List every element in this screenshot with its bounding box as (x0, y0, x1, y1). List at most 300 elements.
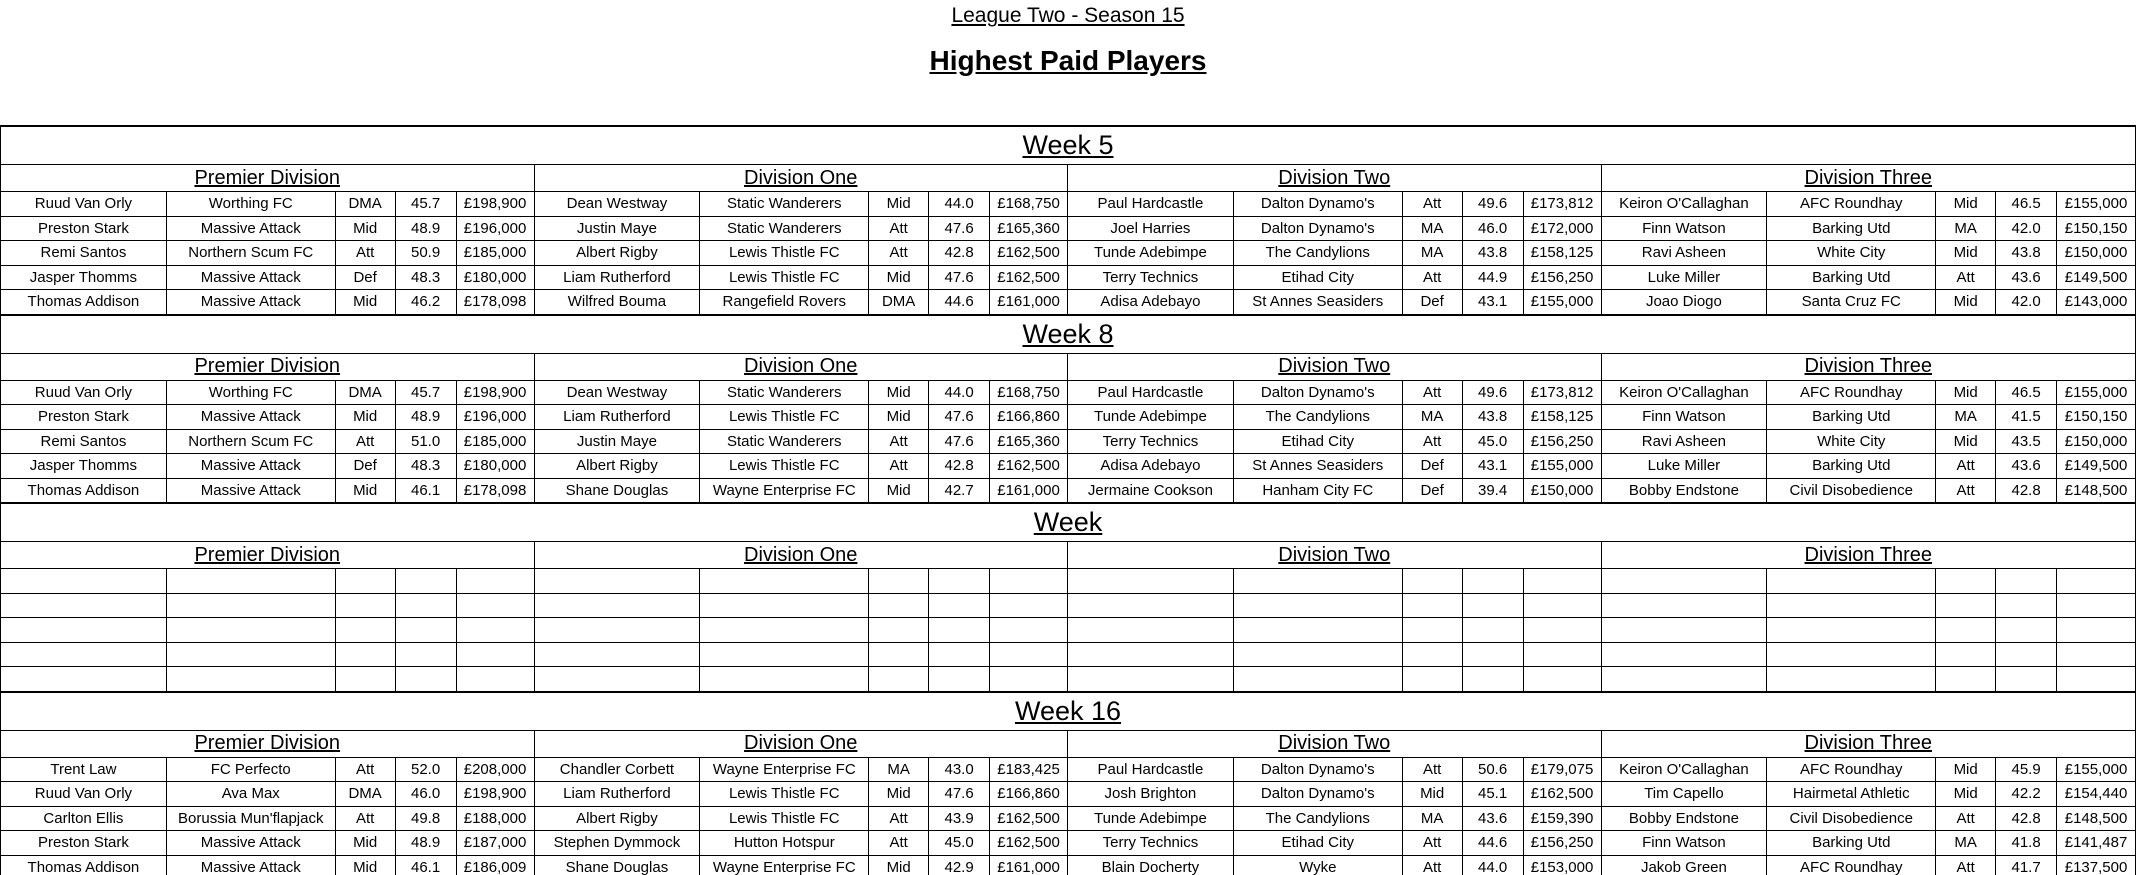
wage-cell (2057, 642, 2135, 667)
rating-cell: 47.6 (929, 429, 990, 454)
player-cell: Terry Technics (1068, 830, 1234, 855)
rating-cell: 39.4 (1463, 478, 1524, 503)
player-cell: Stephen Dymmock (535, 830, 701, 855)
club-cell: Civil Disobedience (1767, 478, 1936, 503)
position-cell (336, 642, 396, 667)
rating-cell: 42.0 (1996, 289, 2057, 314)
wage-cell: £198,900 (457, 380, 535, 405)
wage-cell: £165,360 (990, 216, 1068, 241)
wage-cell (990, 617, 1068, 642)
rating-cell: 49.6 (1463, 191, 1524, 216)
rating-cell: 43.8 (1463, 240, 1524, 265)
wage-cell (1524, 617, 1602, 642)
wage-cell: £150,000 (2057, 429, 2135, 454)
club-cell (700, 593, 869, 618)
player-cell: Ruud Van Orly (1, 380, 167, 405)
page-subtitle: Highest Paid Players (929, 45, 1207, 76)
wage-cell: £172,000 (1524, 216, 1602, 241)
club-cell (167, 666, 336, 691)
rating-cell: 46.5 (1996, 380, 2057, 405)
position-cell (336, 666, 396, 691)
wage-cell: £162,500 (990, 806, 1068, 831)
rating-cell: 43.1 (1463, 453, 1524, 478)
club-cell: The Candylions (1234, 240, 1403, 265)
club-cell (700, 617, 869, 642)
week-title: Week 5 (1, 127, 2135, 165)
position-cell: Att (869, 429, 929, 454)
wage-cell (1524, 593, 1602, 618)
rating-cell: 45.0 (1463, 429, 1524, 454)
wage-cell: £161,000 (990, 289, 1068, 314)
rating-cell (396, 568, 457, 593)
position-cell: Mid (869, 191, 929, 216)
wage-cell (2057, 568, 2135, 593)
player-cell: Thomas Addison (1, 289, 167, 314)
position-cell (869, 666, 929, 691)
wage-cell (457, 642, 535, 667)
player-cell: Justin Maye (535, 429, 701, 454)
position-cell: Att (1936, 855, 1996, 875)
wage-cell: £168,750 (990, 191, 1068, 216)
position-cell: MA (1403, 216, 1463, 241)
club-cell (167, 617, 336, 642)
player-cell: Jasper Thomms (1, 265, 167, 290)
wage-cell: £158,125 (1524, 404, 1602, 429)
club-cell: Massive Attack (167, 453, 336, 478)
week-section (1, 502, 2135, 691)
player-cell (1602, 617, 1768, 642)
rating-cell (396, 666, 457, 691)
club-cell (1234, 568, 1403, 593)
position-cell: MA (1936, 216, 1996, 241)
player-cell (535, 642, 701, 667)
club-cell: Lewis Thistle FC (700, 806, 869, 831)
rating-cell: 48.9 (396, 216, 457, 241)
wage-cell (457, 617, 535, 642)
club-cell (700, 642, 869, 667)
division-header: Division One (535, 731, 1069, 757)
club-cell: Rangefield Rovers (700, 289, 869, 314)
position-cell: Att (1403, 380, 1463, 405)
table-row (1, 781, 2135, 806)
club-cell: AFC Roundhay (1767, 380, 1936, 405)
club-cell: Static Wanderers (700, 216, 869, 241)
rating-cell: 43.0 (929, 757, 990, 782)
rating-cell (1996, 642, 2057, 667)
division-header-row (1, 354, 2135, 380)
player-cell: Carlton Ellis (1, 806, 167, 831)
wage-cell: £161,000 (990, 478, 1068, 503)
position-cell: Mid (1936, 289, 1996, 314)
club-cell: Massive Attack (167, 265, 336, 290)
player-cell (1602, 568, 1768, 593)
club-cell: Dalton Dynamo's (1234, 781, 1403, 806)
club-cell (700, 568, 869, 593)
club-cell: Ava Max (167, 781, 336, 806)
club-cell (1234, 642, 1403, 667)
position-cell: Mid (336, 478, 396, 503)
position-cell: Att (1403, 191, 1463, 216)
player-cell: Chandler Corbett (535, 757, 701, 782)
player-cell: Keiron O'Callaghan (1602, 191, 1768, 216)
wage-cell: £173,812 (1524, 380, 1602, 405)
position-cell (1936, 666, 1996, 691)
player-cell: Tunde Adebimpe (1068, 404, 1234, 429)
rating-cell: 45.7 (396, 380, 457, 405)
player-cell: Luke Miller (1602, 265, 1768, 290)
wage-cell: £186,009 (457, 855, 535, 875)
wage-cell: £143,000 (2057, 289, 2135, 314)
player-cell: Adisa Adebayo (1068, 289, 1234, 314)
wage-cell: £161,000 (990, 855, 1068, 875)
position-cell: Mid (336, 830, 396, 855)
club-cell: Barking Utd (1767, 265, 1936, 290)
rating-cell: 42.0 (1996, 216, 2057, 241)
division-header: Division One (535, 354, 1069, 380)
position-cell: Def (336, 265, 396, 290)
rating-cell: 47.6 (929, 216, 990, 241)
wage-cell: £198,900 (457, 191, 535, 216)
player-cell: Joel Harries (1068, 216, 1234, 241)
table-row (1, 642, 2135, 667)
wage-cell (2057, 593, 2135, 618)
position-cell (1403, 617, 1463, 642)
table-row (1, 216, 2135, 241)
player-cell (1068, 666, 1234, 691)
club-cell: Massive Attack (167, 404, 336, 429)
player-cell: Wilfred Bouma (535, 289, 701, 314)
player-cell: Adisa Adebayo (1068, 453, 1234, 478)
position-cell: Att (1403, 429, 1463, 454)
position-cell: Mid (869, 478, 929, 503)
division-header: Premier Division (1, 165, 535, 191)
player-cell: Paul Hardcastle (1068, 757, 1234, 782)
club-cell: Hutton Hotspur (700, 830, 869, 855)
table-row (1, 855, 2135, 875)
wage-cell: £166,860 (990, 404, 1068, 429)
position-cell (336, 617, 396, 642)
club-cell: Dalton Dynamo's (1234, 757, 1403, 782)
player-cell (535, 593, 701, 618)
position-cell: DMA (869, 289, 929, 314)
position-cell (1403, 568, 1463, 593)
club-cell: Massive Attack (167, 855, 336, 875)
wage-cell: £150,150 (2057, 404, 2135, 429)
rating-cell (929, 617, 990, 642)
rating-cell (1996, 617, 2057, 642)
rating-cell: 42.9 (929, 855, 990, 875)
wage-cell: £156,250 (1524, 429, 1602, 454)
rating-cell: 42.2 (1996, 781, 2057, 806)
club-cell: Santa Cruz FC (1767, 289, 1936, 314)
player-cell: Liam Rutherford (535, 404, 701, 429)
club-cell: Massive Attack (167, 830, 336, 855)
position-cell: Mid (336, 216, 396, 241)
player-cell: Dean Westway (535, 380, 701, 405)
position-cell (1936, 593, 1996, 618)
player-cell: Preston Stark (1, 404, 167, 429)
position-cell: MA (1403, 404, 1463, 429)
player-cell: Jakob Green (1602, 855, 1768, 875)
wage-cell: £180,000 (457, 265, 535, 290)
rating-cell (929, 642, 990, 667)
wage-cell (457, 593, 535, 618)
club-cell (1767, 666, 1936, 691)
position-cell: MA (1403, 240, 1463, 265)
club-cell: FC Perfecto (167, 757, 336, 782)
position-cell (336, 568, 396, 593)
position-cell: Mid (869, 380, 929, 405)
table-row (1, 191, 2135, 216)
player-cell: Shane Douglas (535, 855, 701, 875)
position-cell (869, 642, 929, 667)
table-row (1, 453, 2135, 478)
week-title: Week 8 (1, 316, 2135, 354)
player-cell: Tunde Adebimpe (1068, 240, 1234, 265)
player-cell (1, 617, 167, 642)
wage-cell: £173,812 (1524, 191, 1602, 216)
wage-cell: £185,000 (457, 429, 535, 454)
division-header: Division Two (1068, 542, 1602, 568)
rating-cell (929, 568, 990, 593)
wage-cell (1524, 642, 1602, 667)
position-cell: MA (1936, 404, 1996, 429)
wage-cell: £196,000 (457, 404, 535, 429)
position-cell: Mid (336, 289, 396, 314)
club-cell: Civil Disobedience (1767, 806, 1936, 831)
wage-cell: £156,250 (1524, 265, 1602, 290)
player-cell (1602, 642, 1768, 667)
position-cell: Mid (1936, 240, 1996, 265)
position-cell: Mid (1403, 781, 1463, 806)
rating-cell (1996, 593, 2057, 618)
rating-cell (1463, 568, 1524, 593)
position-cell: MA (1403, 806, 1463, 831)
position-cell: Att (869, 806, 929, 831)
rating-cell (1463, 666, 1524, 691)
page-title: League Two - Season 15 (951, 4, 1185, 27)
player-cell: Paul Hardcastle (1068, 191, 1234, 216)
position-cell: Att (1936, 478, 1996, 503)
rating-cell (1463, 593, 1524, 618)
wage-cell: £188,000 (457, 806, 535, 831)
position-cell: Mid (1936, 781, 1996, 806)
division-header: Premier Division (1, 354, 535, 380)
position-cell: Att (1936, 453, 1996, 478)
player-cell: Preston Stark (1, 830, 167, 855)
player-cell: Jasper Thomms (1, 453, 167, 478)
rating-cell: 44.6 (929, 289, 990, 314)
division-header: Division Three (1804, 543, 1932, 566)
rating-cell: 46.1 (396, 855, 457, 875)
player-cell (1602, 593, 1768, 618)
wage-cell (457, 666, 535, 691)
club-cell (1767, 617, 1936, 642)
player-cell (1068, 617, 1234, 642)
table-row (1, 429, 2135, 454)
player-cell: Tunde Adebimpe (1068, 806, 1234, 831)
club-cell: Wayne Enterprise FC (700, 478, 869, 503)
player-cell: Ravi Asheen (1602, 429, 1768, 454)
table-row (1, 666, 2135, 691)
rating-cell: 45.9 (1996, 757, 2057, 782)
player-cell: Terry Technics (1068, 429, 1234, 454)
document-header (0, 0, 2136, 125)
rating-cell: 46.2 (396, 289, 457, 314)
rating-cell: 48.9 (396, 830, 457, 855)
club-cell: Wayne Enterprise FC (700, 855, 869, 875)
rating-cell (1996, 666, 2057, 691)
club-cell (1234, 593, 1403, 618)
table-row (1, 380, 2135, 405)
division-header: Premier Division (1, 542, 535, 568)
wage-cell: £159,390 (1524, 806, 1602, 831)
player-cell: Bobby Endstone (1602, 478, 1768, 503)
wage-cell: £162,500 (990, 830, 1068, 855)
rating-cell: 41.8 (1996, 830, 2057, 855)
rating-cell: 52.0 (396, 757, 457, 782)
rating-cell: 42.8 (1996, 478, 2057, 503)
club-cell (167, 568, 336, 593)
wage-cell: £166,860 (990, 781, 1068, 806)
wage-cell (1524, 568, 1602, 593)
rating-cell: 47.6 (929, 404, 990, 429)
division-header: Division One (535, 165, 1069, 191)
division-header: Division Two (1068, 354, 1602, 380)
week-section (1, 127, 2135, 314)
rating-cell: 43.1 (1463, 289, 1524, 314)
player-cell: Albert Rigby (535, 240, 701, 265)
player-cell (1, 642, 167, 667)
rating-cell: 44.0 (929, 191, 990, 216)
player-cell (1068, 593, 1234, 618)
player-cell: Finn Watson (1602, 216, 1768, 241)
position-cell: Def (1403, 453, 1463, 478)
wage-cell (1524, 666, 1602, 691)
position-cell: DMA (336, 191, 396, 216)
club-cell: The Candylions (1234, 806, 1403, 831)
wage-cell: £154,440 (2057, 781, 2135, 806)
rating-cell: 50.9 (396, 240, 457, 265)
club-cell: AFC Roundhay (1767, 855, 1936, 875)
wage-cell: £208,000 (457, 757, 535, 782)
rating-cell (929, 593, 990, 618)
wage-cell (990, 666, 1068, 691)
position-cell: Mid (869, 781, 929, 806)
position-cell: Mid (869, 855, 929, 875)
wage-cell: £180,000 (457, 453, 535, 478)
table-row (1, 240, 2135, 265)
club-cell: The Candylions (1234, 404, 1403, 429)
highest-paid-players-table (0, 125, 2136, 875)
club-cell: Etihad City (1234, 429, 1403, 454)
position-cell: Att (869, 216, 929, 241)
player-cell: Joao Diogo (1602, 289, 1768, 314)
position-cell: MA (869, 757, 929, 782)
club-cell (1767, 642, 1936, 667)
position-cell: Mid (1936, 380, 1996, 405)
position-cell: Mid (336, 404, 396, 429)
wage-cell (457, 568, 535, 593)
wage-cell (2057, 617, 2135, 642)
player-cell: Tim Capello (1602, 781, 1768, 806)
division-header: Division Three (1804, 732, 1932, 754)
player-cell: Josh Brighton (1068, 781, 1234, 806)
rating-cell: 41.7 (1996, 855, 2057, 875)
rating-cell: 42.7 (929, 478, 990, 503)
position-cell: Mid (869, 265, 929, 290)
player-cell: Ruud Van Orly (1, 191, 167, 216)
wage-cell: £141,487 (2057, 830, 2135, 855)
club-cell: Lewis Thistle FC (700, 240, 869, 265)
club-cell: Lewis Thistle FC (700, 453, 869, 478)
wage-cell: £148,500 (2057, 806, 2135, 831)
club-cell: White City (1767, 429, 1936, 454)
rating-cell: 42.8 (929, 240, 990, 265)
wage-cell: £165,360 (990, 429, 1068, 454)
position-cell (869, 593, 929, 618)
rating-cell: 43.8 (1463, 404, 1524, 429)
wage-cell: £178,098 (457, 478, 535, 503)
club-cell: St Annes Seasiders (1234, 453, 1403, 478)
position-cell: Mid (336, 855, 396, 875)
rating-cell: 43.6 (1996, 453, 2057, 478)
player-cell (1068, 568, 1234, 593)
rating-cell: 49.6 (1463, 380, 1524, 405)
club-cell: Barking Utd (1767, 830, 1936, 855)
player-cell: Thomas Addison (1, 855, 167, 875)
wage-cell: £162,500 (1524, 781, 1602, 806)
club-cell (1767, 568, 1936, 593)
position-cell (1936, 642, 1996, 667)
player-cell: Dean Westway (535, 191, 701, 216)
rating-cell: 43.8 (1996, 240, 2057, 265)
player-cell: Ruud Van Orly (1, 781, 167, 806)
club-cell: Lewis Thistle FC (700, 404, 869, 429)
club-cell: Massive Attack (167, 478, 336, 503)
position-cell: Def (336, 453, 396, 478)
rating-cell: 45.7 (396, 191, 457, 216)
rating-cell: 46.0 (396, 781, 457, 806)
club-cell (1234, 666, 1403, 691)
table-row (1, 478, 2135, 503)
club-cell (167, 593, 336, 618)
table-row (1, 757, 2135, 782)
table-row (1, 830, 2135, 855)
player-cell: Albert Rigby (535, 453, 701, 478)
player-cell: Paul Hardcastle (1068, 380, 1234, 405)
club-cell: Worthing FC (167, 191, 336, 216)
table-row (1, 289, 2135, 314)
club-cell: Lewis Thistle FC (700, 265, 869, 290)
rating-cell: 43.5 (1996, 429, 2057, 454)
table-row (1, 265, 2135, 290)
wage-cell: £156,250 (1524, 830, 1602, 855)
rating-cell: 44.6 (1463, 830, 1524, 855)
wage-cell (2057, 666, 2135, 691)
club-cell: Borussia Mun'flapjack (167, 806, 336, 831)
wage-cell: £153,000 (1524, 855, 1602, 875)
player-cell (535, 666, 701, 691)
rating-cell: 48.3 (396, 265, 457, 290)
club-cell: Barking Utd (1767, 453, 1936, 478)
wage-cell (990, 642, 1068, 667)
wage-cell: £179,075 (1524, 757, 1602, 782)
table-row (1, 806, 2135, 831)
division-header-row (1, 731, 2135, 757)
position-cell: DMA (336, 380, 396, 405)
wage-cell: £149,500 (2057, 265, 2135, 290)
